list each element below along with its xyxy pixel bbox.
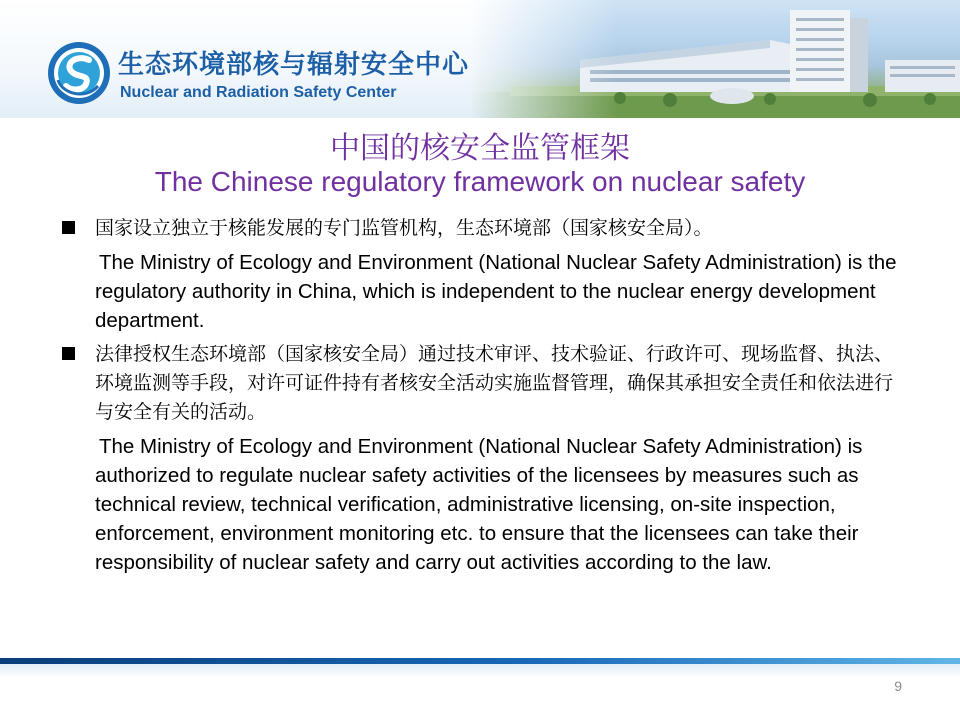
- square-bullet-icon: [62, 347, 75, 360]
- slide-title-en: The Chinese regulatory framework on nuclear safety: [154, 166, 806, 197]
- bullet-text-cn: 国家设立独立于核能发展的专门监管机构，生态环境部（国家核安全局）。: [95, 217, 713, 239]
- org-name-en: Nuclear and Radiation Safety Center: [120, 84, 397, 101]
- slide-body: [58, 214, 898, 582]
- bullet-item: [58, 214, 898, 243]
- org-name-cn: 生态环境部核与辐射安全中心: [118, 50, 470, 80]
- square-bullet-icon: [62, 221, 75, 234]
- bullet-text-en: The Ministry of Ecology and Environment (National Nuclear Safety Administration) is authorized to regulate nuclear safety activities of the licensees by measures such as technical review, technical verification, administrative licensing, on-site inspection, enforcement, environment monitoring etc. to ensure that the licensees can take their responsibility of nuclear safety and carry out activities according to the law.: [95, 435, 863, 574]
- header-banner: [0, 0, 960, 118]
- bullet-text-en: The Ministry of Ecology and Environment (National Nuclear Safety Administration) is the regulatory authority in China, which is independent to the nuclear energy development department.: [95, 251, 897, 332]
- campus-photo: [470, 0, 960, 118]
- nsc-logo-icon: [46, 40, 112, 106]
- footer-shade: [0, 664, 960, 678]
- slide-title-cn: 中国的核安全监管框架: [330, 131, 630, 166]
- page-number: 9: [894, 678, 902, 694]
- bullet-item: [58, 340, 898, 427]
- bullet-text-cn: 法律授权生态环境部（国家核安全局）通过技术审评、技术验证、行政许可、现场监督、执法、环境监测等手段，对许可证件持有者核安全活动实施监督管理，确保其承担安全责任和依法进行与安全有关的活动。: [95, 343, 894, 423]
